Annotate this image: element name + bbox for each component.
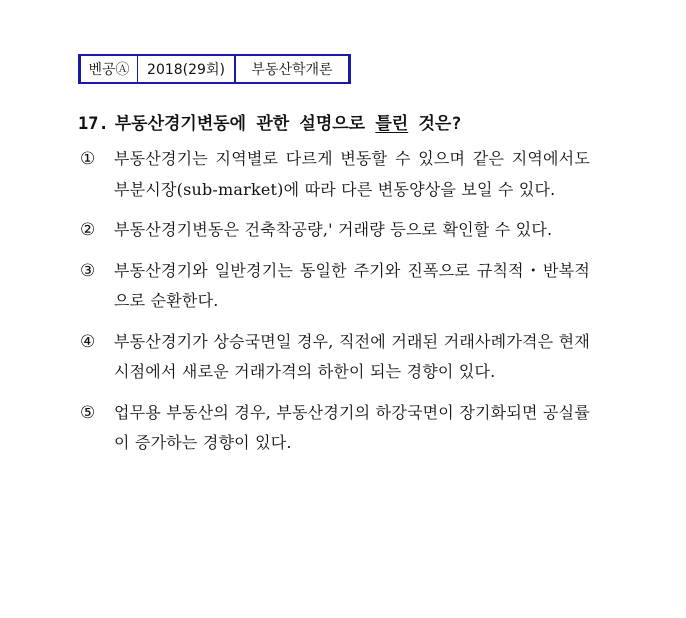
course-name: 부동산학개론 <box>236 56 351 82</box>
stem-text-before: 부동산경기변동에 관한 설명으로 <box>114 114 376 134</box>
subject-tag: 벤공Ⓐ <box>78 56 138 82</box>
option-4-text: 부동산경기가 상승국면일 경우, 직전에 거래된 거래사례가격은 현재 시점에서 새로운 거래가격의 하한이 되는 경향이 있다. <box>114 331 590 381</box>
option-5-mark: ⑤ <box>80 402 96 423</box>
stem-text-after: 것은? <box>408 114 462 134</box>
option-3[interactable] <box>80 256 590 317</box>
option-4[interactable] <box>80 327 590 388</box>
option-5[interactable] <box>80 398 590 459</box>
exam-header <box>78 54 351 84</box>
option-5-text: 업무용 부동산의 경우, 부동산경기의 하강국면이 장기화되면 공실률이 증가하는 경향이 있다. <box>114 402 590 452</box>
stem-emphasis: 틀린 <box>375 114 409 134</box>
exam-round: 2018(29회) <box>138 56 236 82</box>
question-number: 17. <box>78 114 109 134</box>
option-2-text: 부동산경기변동은 건축착공량,' 거래량 등으로 확인할 수 있다. <box>114 220 553 239</box>
question-stem <box>78 109 598 134</box>
option-1[interactable] <box>80 144 590 205</box>
option-1-text: 부동산경기는 지역별로 다르게 변동할 수 있으며 같은 지역에서도 부분시장(sub-market)에 따라 다른 변동양상을 보일 수 있다. <box>114 149 590 199</box>
option-1-mark: ① <box>80 149 96 169</box>
option-2-mark: ② <box>80 220 96 240</box>
option-3-text: 부동산경기와 일반경기는 동일한 주기와 진폭으로 규칙적・반복적으로 순환한다. <box>114 260 590 310</box>
option-3-mark: ③ <box>80 260 96 281</box>
option-4-mark: ④ <box>80 331 96 352</box>
answer-options <box>80 144 590 469</box>
option-2[interactable] <box>80 215 590 246</box>
